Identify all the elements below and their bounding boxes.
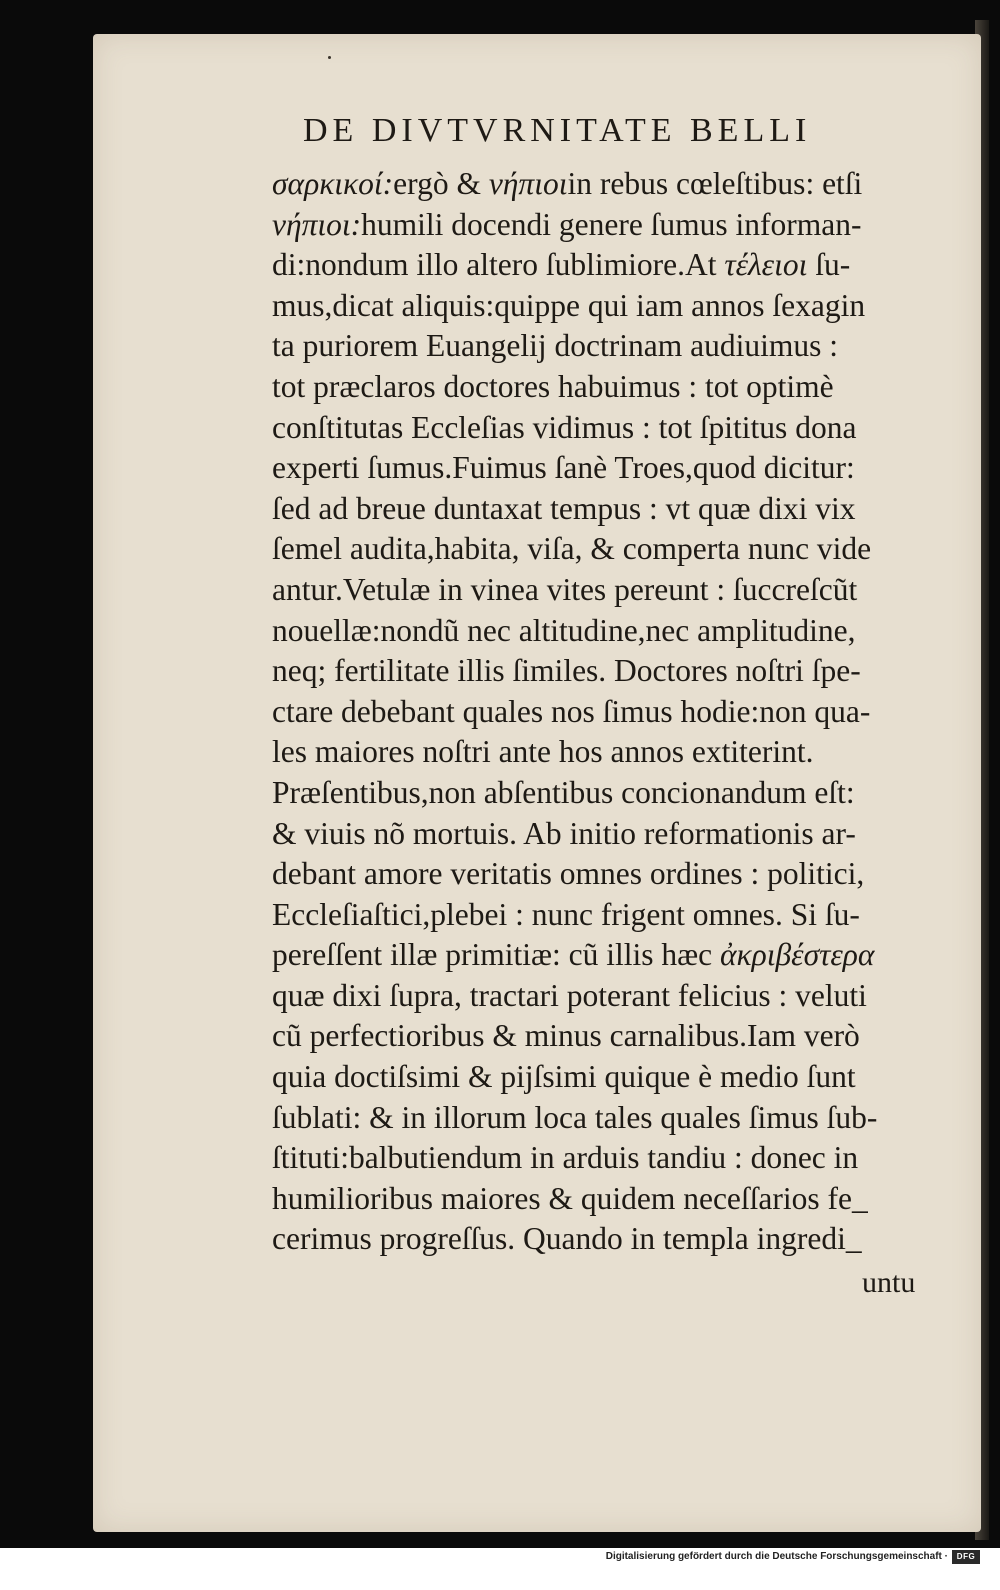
latin-text: humilioribus maiores & quidem neceſſarios fe_	[272, 1180, 868, 1216]
text-line	[272, 448, 972, 489]
latin-text: cũ perfectioribus & minus carnalibus.Iam verò	[272, 1018, 860, 1054]
latin-text: ſublati: & in illorum loca tales quales ſimus ſub-	[272, 1099, 878, 1135]
dfg-logo: DFG	[952, 1550, 980, 1564]
body-text	[272, 164, 972, 1260]
text-line	[272, 286, 972, 327]
greek-word: ἀκριβέστερα	[719, 937, 875, 973]
greek-word: νήπιοι	[488, 166, 568, 201]
latin-text: les maiores noſtri ante hos annos extiterint.	[272, 734, 814, 770]
paper-speck	[328, 56, 331, 59]
latin-text: ta puriorem Euangelij doctrinam audiuimus :	[272, 328, 838, 364]
latin-text: antur.Vetulæ in vinea vites pereunt : ſuccreſcũt	[272, 571, 858, 607]
text-line	[272, 164, 972, 205]
latin-text: quia doctiſsimi & pijſsimi quique è medio ſunt	[272, 1059, 856, 1095]
text-line	[272, 367, 972, 408]
text-line	[272, 611, 972, 652]
latin-text: & viuis nõ mortuis. Ab initio reformationis ar-	[272, 815, 856, 851]
text-line	[272, 692, 972, 733]
text-line	[272, 895, 972, 936]
greek-word: σαρκικοί:	[272, 166, 394, 201]
latin-text: Eccleſiaſtici,plebei : nunc frigent omnes. Si ſu-	[272, 896, 860, 932]
latin-text: ctare debebant quales nos ſimus hodie:non qua-	[272, 693, 871, 729]
latin-text: di:nondum illo altero ſublimiore.At	[272, 247, 725, 283]
text-line	[272, 1016, 972, 1057]
text-line	[272, 651, 972, 692]
text-line	[272, 976, 972, 1017]
latin-text: conſtitutas Eccleſias vidimus : tot ſpititus dona	[272, 409, 857, 445]
text-line	[272, 1219, 972, 1260]
text-line	[272, 773, 972, 814]
latin-text: tot præclaros doctores habuimus : tot optimè	[272, 368, 834, 404]
latin-text: debant amore veritatis omnes ordines : politici,	[272, 856, 865, 892]
latin-text: quæ dixi ſupra, tractari poterant felicius : veluti	[272, 977, 867, 1013]
text-line	[272, 814, 972, 855]
latin-text: nouellæ:nondũ nec altitudine,nec amplitudine,	[272, 612, 856, 648]
latin-text: ſed ad breue duntaxat tempus : vt quæ dixi vix	[272, 490, 856, 526]
greek-word: τέλειοι	[724, 247, 808, 283]
latin-text: pereſſent illæ primitiæ: cũ illis hæc	[272, 937, 720, 973]
text-line	[272, 408, 972, 449]
text-line	[272, 570, 972, 611]
latin-text: Præſentibus,non abſentibus concionandum eſt:	[272, 774, 855, 810]
text-line	[272, 1057, 972, 1098]
latin-text: neq; fertilitate illis ſimiles. Doctores noſtri ſpe-	[272, 653, 861, 689]
latin-text: humili docendi genere ſumus informan-	[361, 206, 862, 242]
latin-text: ſemel audita,habita, viſa, & comperta nunc vide	[272, 531, 872, 567]
catchword: untu	[862, 1266, 916, 1299]
text-line	[272, 854, 972, 895]
text-line	[272, 732, 972, 773]
text-line	[272, 1098, 972, 1139]
text-line	[272, 935, 972, 976]
text-line	[272, 529, 972, 570]
latin-text: experti ſumus.Fuimus ſanè Troes,quod dicitur:	[272, 450, 855, 486]
funding-credit: Digitalisierung gefördert durch die Deutsche Forschungsgemeinschaft ·	[605, 1551, 948, 1562]
latin-text: mus,dicat aliquis:quippe qui iam annos ſexagin	[272, 287, 866, 323]
greek-word: νήπιοι:	[272, 206, 362, 242]
text-line	[272, 245, 972, 286]
latin-text: ſtituti:balbutiendum in arduis tandiu : donec in	[272, 1140, 859, 1176]
latin-text: ſu-	[807, 247, 851, 283]
text-line	[272, 1179, 972, 1220]
running-head: DE DIVTVRNITATE BELLI	[303, 112, 812, 149]
text-line	[272, 489, 972, 530]
text-line	[272, 326, 972, 367]
text-line	[272, 1138, 972, 1179]
latin-text: cerimus progreſſus. Quando in templa ingredi_	[272, 1221, 862, 1257]
latin-text: ergò &	[393, 166, 489, 201]
text-line	[272, 205, 972, 246]
latin-text: in rebus cœleſtibus: etſi	[567, 166, 863, 201]
